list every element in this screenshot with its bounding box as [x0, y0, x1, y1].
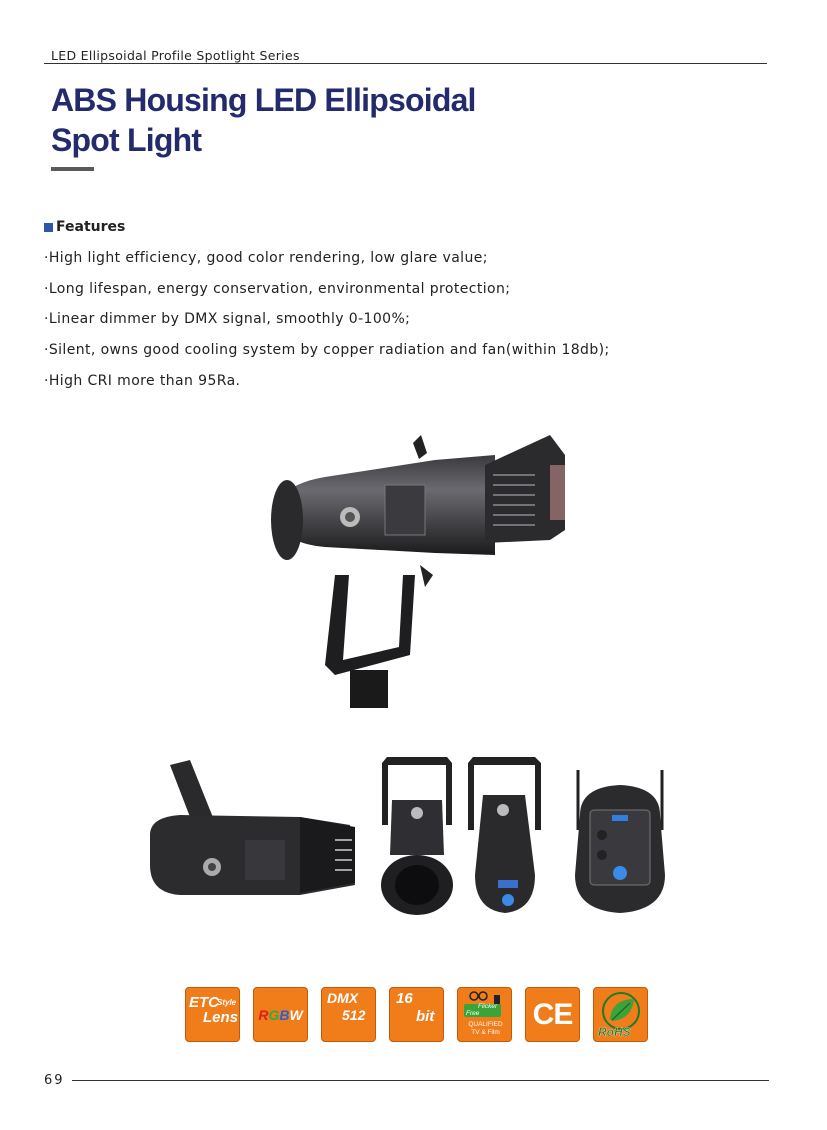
feature-item: ·High light efficiency, good color rendering, low glare value;	[44, 250, 488, 266]
qualified-label	[458, 1021, 512, 1036]
16bit-badge	[389, 987, 444, 1042]
spotlight-front-view-image	[372, 755, 462, 920]
free-text: Free	[466, 1009, 480, 1017]
title-underline	[51, 167, 94, 171]
flicker-text: Flicker	[478, 1003, 498, 1010]
rgbw-badge	[253, 987, 308, 1042]
bit-16-text: 16	[396, 990, 413, 1007]
feature-item: ·Silent, owns good cooling system by copper radiation and fan(within 18db);	[44, 342, 610, 358]
ce-mark: CE	[532, 997, 573, 1031]
rgbw-r: R	[258, 1006, 269, 1023]
header-divider	[44, 63, 767, 64]
footer-divider	[72, 1080, 769, 1081]
etc-style-lens-badge	[185, 987, 240, 1042]
etc-style-text: Style	[217, 998, 237, 1007]
page-title	[51, 80, 476, 160]
certification-badges	[185, 987, 648, 1042]
features-label: Features	[56, 219, 126, 235]
tv-film-text: TV & Film	[471, 1028, 500, 1036]
spotlight-rear-oblique-image	[463, 755, 553, 920]
bullet-square-icon	[44, 223, 53, 232]
flicker-free-label	[464, 1004, 501, 1017]
rohs-text: RoHS	[598, 1025, 631, 1039]
rgbw-g: G	[268, 1006, 280, 1023]
dmx512-badge	[321, 987, 376, 1042]
ce-badge	[525, 987, 580, 1042]
etc-lens-text: Lens	[203, 1009, 239, 1026]
dmx-512-text: 512	[342, 1007, 366, 1023]
rohs-badge	[593, 987, 648, 1042]
spotlight-product-image	[265, 425, 585, 715]
dmx-text: DMX	[327, 990, 359, 1006]
title-line-1: ABS Housing LED Ellipsoidal	[51, 82, 476, 118]
bit-text: bit	[416, 1008, 435, 1025]
rgbw-b: B	[279, 1006, 290, 1023]
title-line-2: Spot Light	[51, 122, 202, 158]
feature-item: ·High CRI more than 95Ra.	[44, 373, 241, 389]
etc-text: ETC	[189, 994, 219, 1011]
features-heading	[44, 219, 125, 235]
feature-item: ·Linear dimmer by DMX signal, smoothly 0-100%;	[44, 311, 411, 327]
rgbw-w: W	[289, 1006, 303, 1023]
spotlight-side-view-image	[140, 755, 365, 920]
spotlight-rear-view-image	[560, 755, 680, 920]
page-number: 69	[44, 1073, 65, 1088]
flicker-free-badge	[457, 987, 512, 1042]
feature-item: ·Long lifespan, energy conservation, environmental protection;	[44, 281, 511, 297]
qualified-text: QUALIFIED	[468, 1021, 503, 1028]
series-title: LED Ellipsoidal Profile Spotlight Series	[51, 48, 300, 63]
